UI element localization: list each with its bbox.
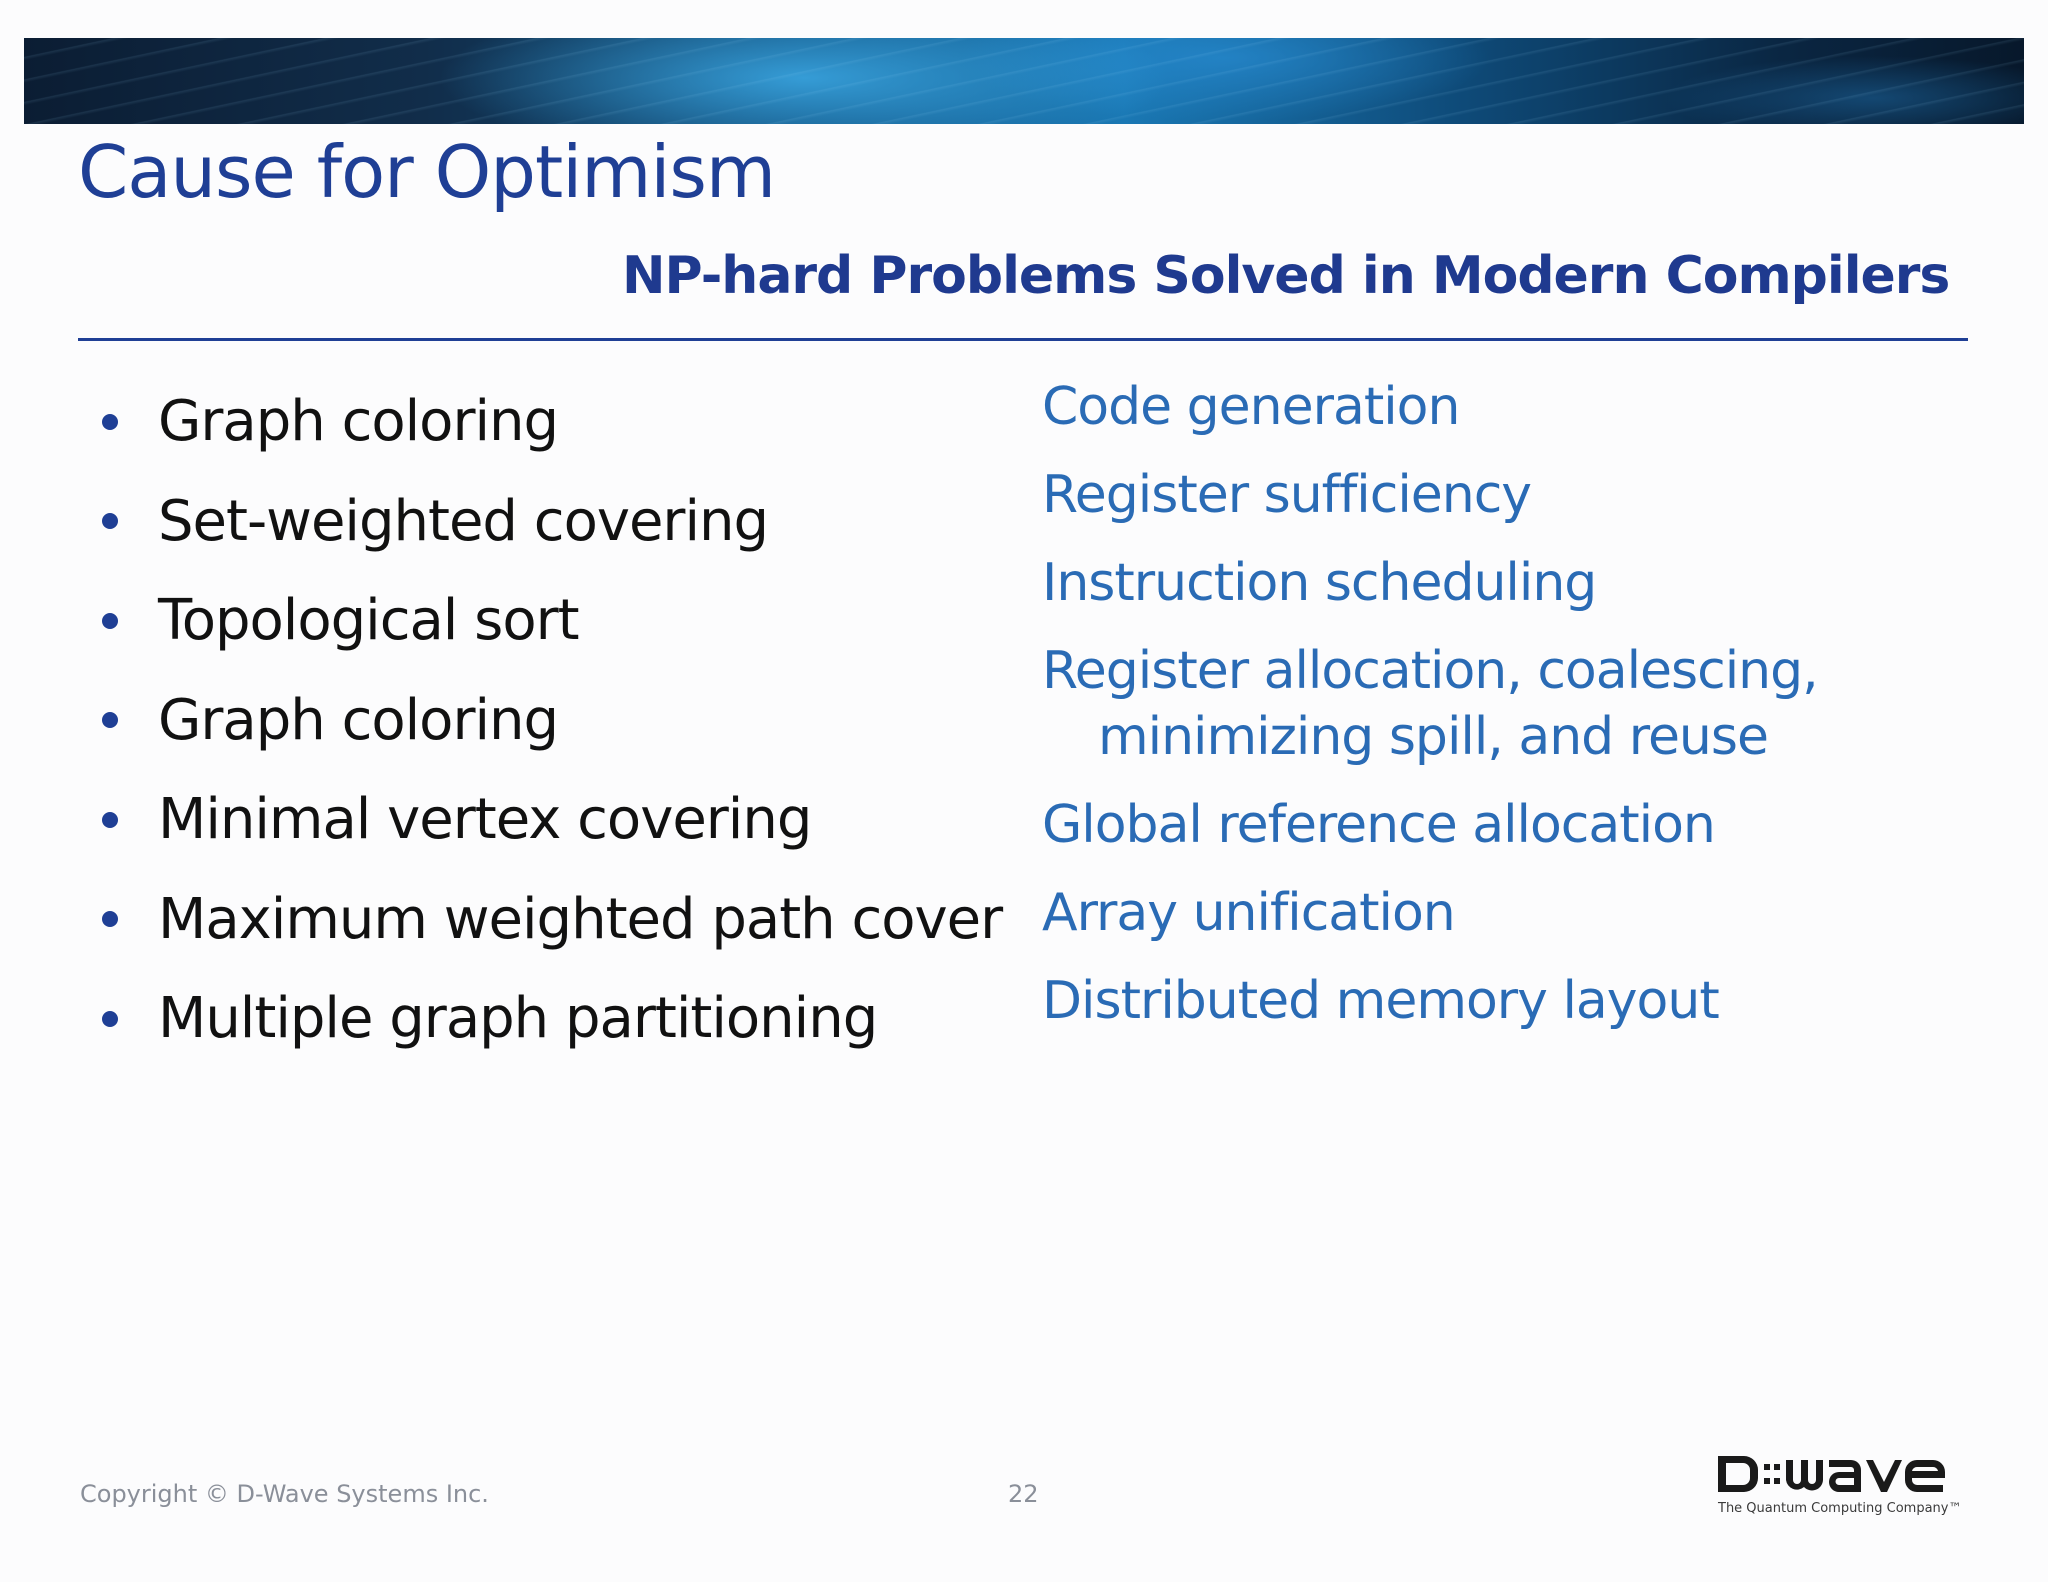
compiler-use-item [1042,968,2022,1034]
list-item [96,770,1002,870]
problem-label: Topological sort [158,588,579,654]
divider-rule [78,338,1968,341]
list-item [96,372,1002,472]
list-item [96,472,1002,572]
slide-title: Cause for Optimism [78,130,776,214]
bullet-icon [102,911,118,927]
compiler-use-item [1042,462,2022,528]
compiler-use-label: Code generation [1042,377,1460,437]
compiler-use-item [1042,550,2022,616]
compiler-use-label-continued: minimizing spill, and reuse [1098,707,1768,767]
dwave-logo [1716,1450,1976,1518]
list-item [96,870,1002,970]
compiler-use-item [1042,374,2022,440]
slide-subtitle: NP-hard Problems Solved in Modern Compilers [622,246,1950,306]
compiler-use-label: Array unification [1042,883,1455,943]
compiler-use-label: Register sufficiency [1042,465,1532,525]
list-item [96,571,1002,671]
problem-label: Minimal vertex covering [158,787,812,853]
bullet-icon [102,812,118,828]
compiler-use-label: Distributed memory layout [1042,971,1719,1031]
compiler-use-label: Register allocation, coalescing, [1042,641,1818,701]
bullet-icon [102,414,118,430]
problem-label: Graph coloring [158,687,559,753]
page-number: 22 [1008,1480,1039,1508]
compiler-use-item [1042,880,2022,946]
bullet-icon [102,1011,118,1027]
logo-tagline: The Quantum Computing Company™ [1718,1501,1962,1516]
list-item [96,969,1002,1069]
problem-label: Multiple graph partitioning [158,986,878,1052]
compiler-use-label: Global reference allocation [1042,795,1715,855]
bullet-icon [102,613,118,629]
compiler-use-item [1042,638,2022,770]
problem-list [96,372,1002,1069]
bullet-icon [102,712,118,728]
problem-label: Maximum weighted path cover [158,886,1003,952]
list-item [96,671,1002,771]
bullet-icon [102,513,118,529]
problem-label: Set-weighted covering [158,488,769,554]
compiler-use-label: Instruction scheduling [1042,553,1597,613]
header-banner-texture [24,38,2024,124]
problem-label: Graph coloring [158,389,559,455]
compiler-use-list [1042,374,2022,1056]
copyright-notice: Copyright © D-Wave Systems Inc. [80,1480,489,1508]
compiler-use-item [1042,792,2022,858]
